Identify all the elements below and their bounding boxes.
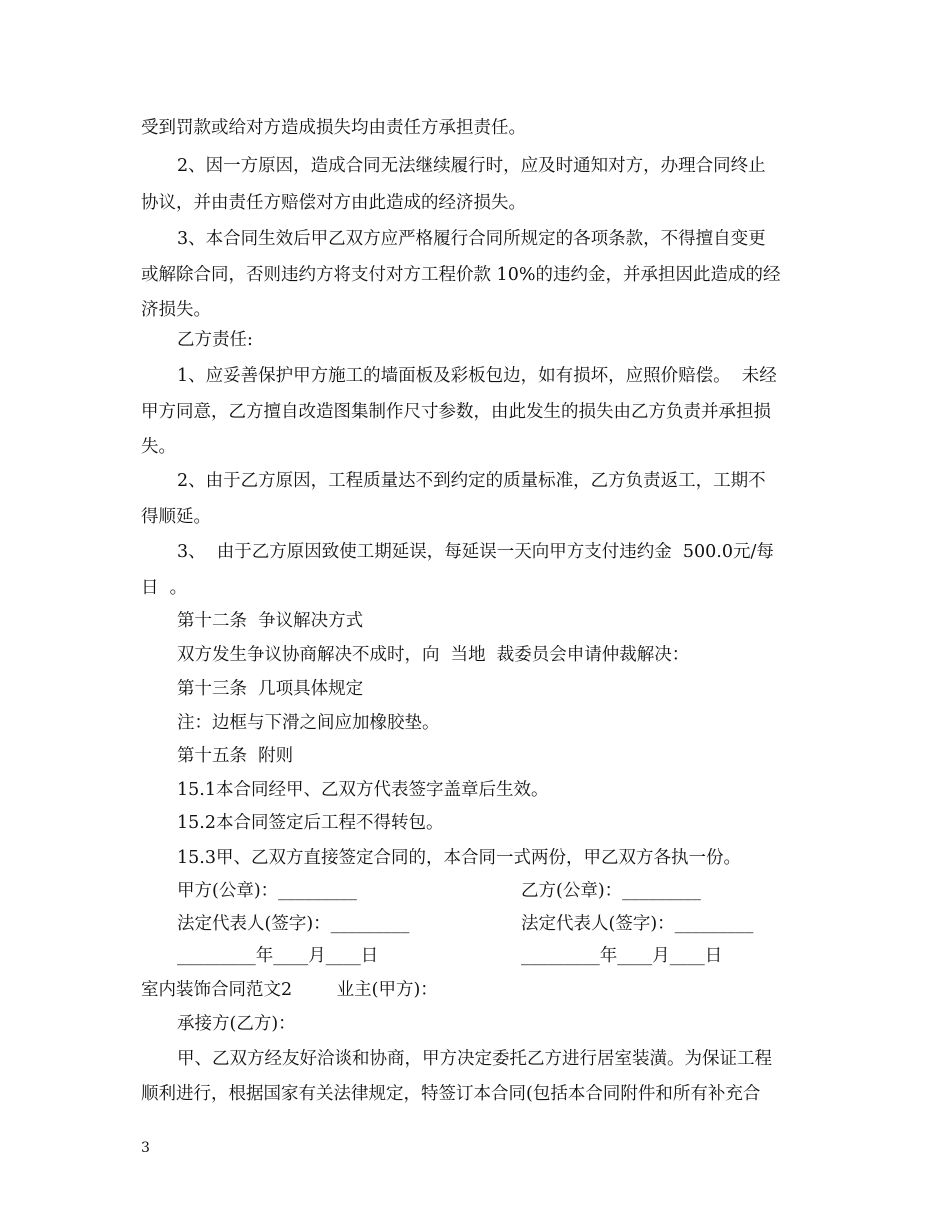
party-b-representative-field: 法定代表人(签字)：_________ xyxy=(521,914,754,934)
paragraph-line: 3、 由于乙方原因致使工期延误，每延误一天向甲方支付违约金 500.0元/每 xyxy=(177,542,774,562)
paragraph-line: 济损失。 xyxy=(141,300,211,320)
page-number: 3 xyxy=(141,1140,150,1156)
article-heading: 第十二条 争议解决方式 xyxy=(177,611,364,631)
article-heading: 第十五条 附则 xyxy=(177,746,294,766)
party-b-seal-field: 乙方(公章)：_________ xyxy=(521,881,701,901)
paragraph-line: 注：边框与下滑之间应加橡胶垫。 xyxy=(177,713,440,733)
paragraph-line: 15.2本合同签定后工程不得转包。 xyxy=(177,813,444,833)
section-heading: 乙方责任: xyxy=(177,330,253,350)
paragraph-line: 15.3甲、乙双方直接签定合同的，本合同一式两份，甲乙双方各执一份。 xyxy=(177,848,741,868)
party-a-date-field: _________年____月____日 xyxy=(177,946,379,966)
paragraph-line: 2、因一方原因，造成合同无法继续履行时，应及时通知对方，办理合同终止 xyxy=(177,156,766,176)
paragraph-line: 或解除合同，否则违约方将支付对方工程价款 10%的违约金，并承担因此造成的经 xyxy=(141,265,781,285)
paragraph-line: 3、本合同生效后甲乙双方应严格履行合同所规定的各项条款，不得擅自变更 xyxy=(177,229,766,249)
paragraph-line: 顺利进行，根据国家有关法律规定，特签订本合同(包括本合同附件和所有补充合 xyxy=(141,1084,761,1104)
contract-title-line: 室内装饰合同范文2 业主(甲方)： xyxy=(141,980,438,1000)
paragraph-line: 甲方同意，乙方擅自改造图集制作尺寸参数，由此发生的损失由乙方负责并承担损 xyxy=(141,402,771,422)
paragraph-line: 甲、乙双方经友好洽谈和协商，甲方决定委托乙方进行居室装潢。为保证工程 xyxy=(177,1049,772,1069)
paragraph-line: 受到罚款或给对方造成损失均由责任方承担责任。 xyxy=(141,118,526,138)
paragraph-line: 2、由于乙方原因，工程质量达不到约定的质量标准，乙方负责返工，工期不 xyxy=(177,471,766,491)
paragraph-line: 失。 xyxy=(141,437,176,457)
paragraph-line: 得顺延。 xyxy=(141,507,211,527)
paragraph-line: 1、应妥善保护甲方施工的墙面板及彩板包边，如有损坏，应照价赔偿。 未经 xyxy=(177,366,777,386)
party-b-date-field: _________年____月____日 xyxy=(521,946,723,966)
article-heading: 第十三条 几项具体规定 xyxy=(177,679,364,699)
party-a-representative-field: 法定代表人(签字)：_________ xyxy=(177,914,410,934)
paragraph-line: 承接方(乙方)： xyxy=(177,1014,296,1034)
paragraph-line: 日 。 xyxy=(141,578,188,598)
paragraph-line: 15.1本合同经甲、乙双方代表签字盖章后生效。 xyxy=(177,780,549,800)
paragraph-line: 双方发生争议协商解决不成时，向 当地 裁委员会申请仲裁解决： xyxy=(177,645,690,665)
party-a-seal-field: 甲方(公章)：_________ xyxy=(177,881,357,901)
paragraph-line: 协议，并由责任方赔偿对方由此造成的经济损失。 xyxy=(141,193,526,213)
